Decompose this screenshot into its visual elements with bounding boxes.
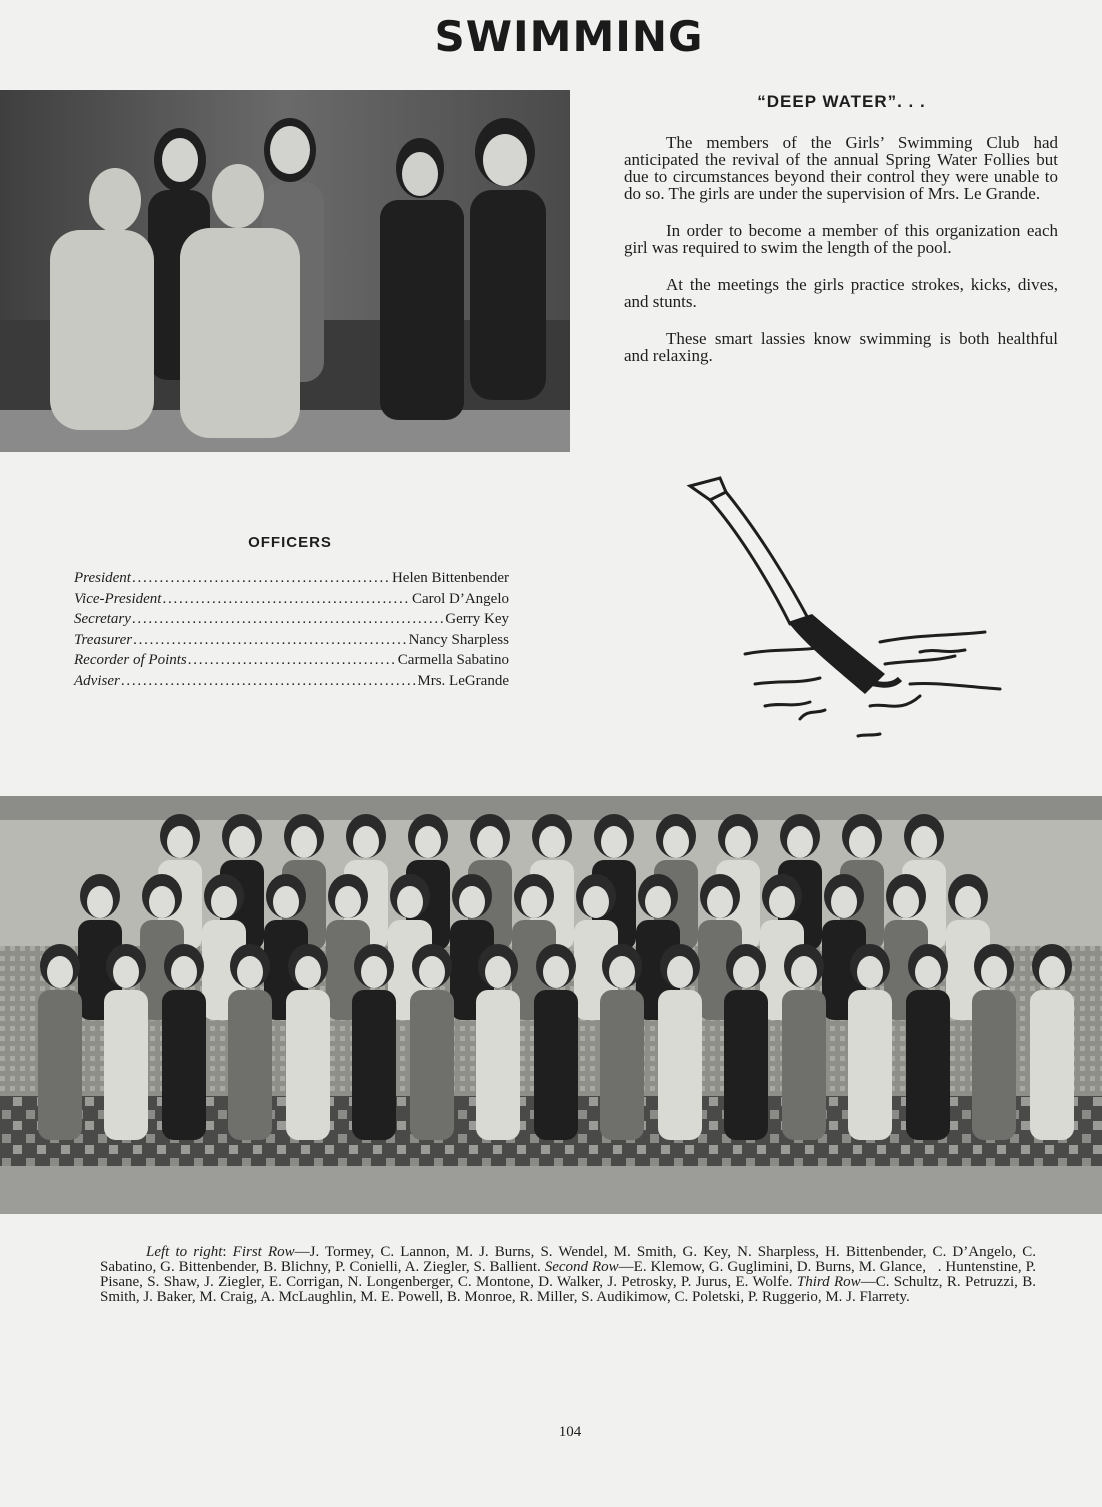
officer-name: Carmella Sabatino: [397, 652, 509, 668]
officer-row: [74, 630, 509, 651]
officer-row: [74, 568, 509, 589]
article-paragraph: In order to become a member of this organization each girl was required to swim the length of the pool.: [624, 221, 1058, 257]
article-paragraph: The members of the Girls’ Swimming Club had anticipated the revival of the annual Spring Water Follies but due to circumstances beyond their control they were unable to do so. The girls are under the supervision of Mrs. Le Grande.: [624, 133, 1058, 203]
diver-illustration: [680, 474, 1010, 754]
article-paragraph: At the meetings the girls practice strokes, kicks, dives, and stunts.: [624, 275, 1058, 311]
leader-dots: [132, 609, 444, 630]
officer-name: Helen Bittenbender: [391, 570, 509, 586]
officer-role: Vice-President: [74, 590, 162, 607]
officer-role: Adviser: [74, 672, 120, 689]
photo-caption: Left to right: First Row—J. Tormey, C. Lannon, M. J. Burns, S. Wendel, M. Smith, G. Key, N. Sharpless, H. Bittenbender, C. D’Angelo, C. Sabatino, G. Bittenbender, B. Blichny, P. Conielli, A. Ziegler, S. Ballient. Second Row—E. Klemow, G. Guglimini, D. Burns, M. Glance, . Huntenstine, P. Pisane, S. Shaw, J. Ziegler, E. Corrigan, N. Longenberger, C. Montone, D. Walker, J. Petrosky, P. Jurus, E. Wolfe. Third Row—C. Schultz, R. Petruzzi, B. Smith, J. Baker, M. Craig, A. McLaughlin, M. E. Powell, B. Monroe, R. Miller, S. Audikimow, C. Poletski, P. Ruggerio, M. J. Flarrety.: [100, 1244, 1037, 1305]
leader-dots: [132, 568, 391, 589]
officers-list: [74, 568, 509, 691]
caption-row-names: J. Tormey, C. Lannon, M. J. Burns, S. Wendel, M. Smith, G. Key, N. Sharpless, H. Bittenbender, C. D’Angelo, C. Sabatino, G. Bittenbender, B. Blichny, P. Conielli, A. Ziegler, S. Ballient.: [100, 1244, 1037, 1275]
officers-photo: [0, 90, 570, 452]
leader-dots: [121, 671, 417, 692]
club-group-photo: [0, 796, 1102, 1214]
caption-row-label: Third Row: [796, 1274, 861, 1290]
leader-dots: [162, 589, 410, 610]
page-number: 104: [558, 1424, 582, 1440]
officer-name: Mrs. LeGrande: [417, 672, 509, 689]
officer-role: Secretary: [74, 611, 131, 627]
article-heading: “DEEP WATER”. . .: [757, 92, 926, 111]
leader-dots: [188, 650, 397, 671]
officer-name: Carol D’Angelo: [411, 590, 509, 607]
officer-row: [74, 589, 509, 610]
page-title: SWIMMING: [434, 12, 704, 61]
officer-role: President: [74, 570, 131, 586]
caption-row-names: C. Schultz, R. Petruzzi, B. Smith, J. Baker, M. Craig, A. McLaughlin, M. E. Powell, B. Monroe, R. Miller, S. Audikimow, C. Poletski, P. Ruggerio, M. J. Flarrety.: [100, 1274, 1036, 1305]
officer-row: [74, 609, 509, 630]
caption-row-names: E. Klemow, G. Guglimini, D. Burns, M. Glance, . Huntenstine, P. Pisane, S. Shaw, J. Ziegler, E. Corrigan, N. Longenberger, C. Montone, D. Walker, J. Petrosky, P. Jurus, E. Wolfe.: [100, 1259, 1037, 1290]
officer-row: [74, 650, 509, 671]
article-body: [624, 134, 1058, 384]
caption-row-label: Second Row: [544, 1259, 619, 1275]
officer-name: Gerry Key: [445, 611, 509, 627]
officer-role: Recorder of Points: [74, 652, 187, 668]
officer-name: Nancy Sharpless: [408, 631, 509, 648]
officer-row: [74, 671, 509, 692]
article-paragraph: These smart lassies know swimming is both healthful and relaxing.: [624, 329, 1058, 365]
caption-row-label: First Row: [232, 1244, 295, 1260]
officers-heading: OFFICERS: [248, 534, 332, 551]
officer-role: Treasurer: [74, 631, 133, 648]
leader-dots: [133, 630, 408, 651]
caption-lead: Left to right: [146, 1244, 223, 1260]
